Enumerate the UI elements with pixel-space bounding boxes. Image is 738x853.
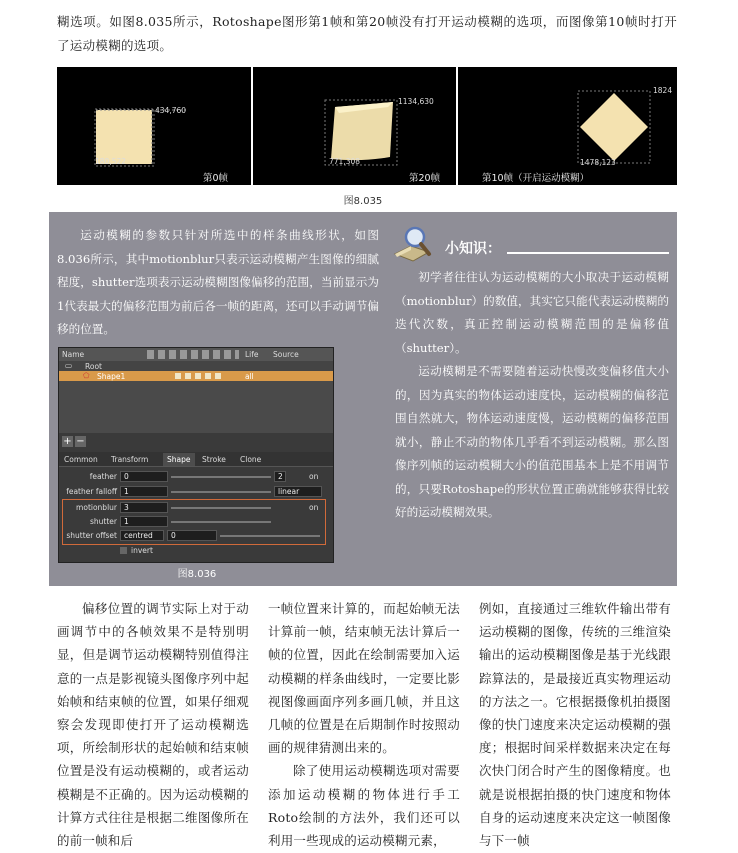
header-name: Name: [62, 350, 85, 359]
shutter-offset-field[interactable]: 0: [167, 530, 217, 541]
tab-common[interactable]: Common: [64, 455, 98, 464]
property-tabs: [59, 452, 333, 467]
frame-10-coord-top: 1824: [653, 86, 673, 95]
shutter-offset-select[interactable]: centred: [120, 530, 164, 541]
tab-shape[interactable]: Shape: [163, 453, 195, 466]
text-column-2: [268, 597, 460, 852]
figure-panel-frame-10: [458, 67, 677, 185]
frame-0-label: 第0帧: [203, 173, 229, 184]
frame-20-label: 第20帧: [409, 173, 441, 184]
header-icons: [147, 350, 239, 359]
gray-sidebar-box: [49, 212, 677, 586]
shape1-swatches: [175, 373, 225, 379]
tab-clone[interactable]: Clone: [240, 455, 262, 464]
frame-0-image: [57, 67, 251, 185]
tip-title: 小知识：: [445, 241, 501, 257]
text-column-3: [479, 597, 671, 852]
shutter-field[interactable]: 1: [120, 516, 168, 527]
shape-icon: ⬠: [83, 371, 90, 380]
motionblur-field[interactable]: 3: [120, 502, 168, 513]
frame-0-coord-bottom: 180,522: [95, 157, 127, 166]
falloff-mode-select[interactable]: linear: [274, 486, 322, 497]
column-2-paragraph-2: 除了使用运动模糊选项对需要添加运动模糊的物体进行手工Roto绘制的方法外，我们还可以利用一些现成的运动模糊元素，: [268, 763, 460, 849]
shutter-slider[interactable]: [171, 521, 271, 523]
figure-panel-frame-0: [57, 67, 251, 185]
frame-10-coord-bottom: 1478,123: [580, 158, 616, 167]
tip-paragraph-1: 初学者往往认为运动模糊的大小取决于运动模糊（motionblur）的数值，其实它只能代表运动模糊的迭代次数，真正控制运动模糊范围的是偏移值（shutter）。: [395, 270, 669, 355]
layer-list-empty: [59, 381, 333, 433]
column-2-paragraph-1: 一帧位置来计算的，而起始帧无法计算前一帧，结束帧无法计算后一帧的位置，因此在绘制需要加入运动模糊的样条曲线时，一定要比影视图像画面序列多画几帧，并且这几帧的位置是在后期制作时按照动画的规律猜测出来的。: [268, 601, 460, 756]
frame-20-coord-bottom: 771,308: [329, 157, 361, 166]
feather-label: feather: [89, 472, 117, 481]
falloff-label: feather falloff: [66, 487, 117, 496]
add-layer-button[interactable]: +: [63, 436, 72, 447]
layer-list-header: [59, 348, 333, 361]
motionblur-label: motionblur: [76, 503, 117, 512]
frame-10-image: [458, 67, 677, 185]
figure-caption-835: 图8.035: [343, 196, 383, 207]
frame-10-label: 第10帧（开启运动模糊）: [482, 173, 590, 184]
shape1-life: all: [245, 372, 254, 381]
shutter-offset-slider[interactable]: [220, 535, 320, 537]
header-source: Source: [273, 350, 299, 359]
motionblur-on-toggle[interactable]: on: [309, 503, 319, 512]
root-label: Root: [85, 362, 102, 371]
text-column-1: [57, 597, 249, 852]
magnifier-book-icon: [391, 224, 435, 264]
remove-layer-button[interactable]: −: [76, 436, 85, 447]
invert-checkbox[interactable]: [120, 547, 127, 554]
falloff-field[interactable]: 1: [120, 486, 168, 497]
shutter-offset-label: shutter offset: [66, 531, 117, 540]
invert-label: invert: [131, 546, 153, 555]
figure-panel-frame-20: [253, 67, 456, 185]
rotoshape-panel-screenshot: [58, 347, 334, 563]
header-life: Life: [245, 350, 259, 359]
tab-transform[interactable]: Transform: [111, 455, 149, 464]
folder-icon: ▭: [65, 361, 73, 370]
tab-stroke[interactable]: Stroke: [202, 455, 226, 464]
falloff-slider[interactable]: [171, 491, 271, 493]
gray-box-paragraph: 运动模糊的参数只针对所选中的样条曲线形状，如图8.036所示，其中motionblur只表示运动模糊产生图像的细腻程度，shutter选项表示运动模糊图像偏移的范围，当前显示为1代表最大的偏移范围为前后各一帧的距离，还可以手动调节偏移的位置。: [57, 228, 379, 336]
feather-slider[interactable]: [171, 476, 271, 478]
tip-title-underline: [507, 252, 669, 254]
column-3-paragraph: 例如，直接通过三维软件输出带有运动模糊的图像，传统的三维渲染输出的运动模糊图像是基于光线跟踪算法的，是最接近真实物理运动的方法之一。它根据摄像机拍摄图像的快门速度来决定运动模糊的强度；根据时间采样数据来决定在每次快门闭合时产生的图像精度。也就是说根据拍摄的快门速度和物体自身的运动速度来决定这一帧图像与下一帧: [479, 601, 671, 849]
figure-caption-836: 图8.036: [177, 569, 217, 580]
feather-field[interactable]: 0: [120, 471, 168, 482]
shape1-label: Shape1: [97, 372, 126, 381]
motionblur-slider[interactable]: [171, 507, 271, 509]
feather-count-field[interactable]: 2: [274, 471, 286, 482]
frame-20-coord-top: 1134,630: [398, 97, 434, 106]
feather-on-toggle[interactable]: on: [309, 472, 319, 481]
frame-0-coord-top: 434,760: [155, 106, 187, 115]
column-1-paragraph: 偏移位置的调节实际上对于动画调节中的各帧效果不是特别明显，但是调节运动模糊特别值得注意的一点是影视镜头图像序列中起始帧和结束帧的位置，如果仔细观察会发现即使打开了运动模糊选项，所绘制形状的起始帧和结束帧位置是没有运动模糊的，或者运动模糊是不正确的。因为运动模糊的计算方式往往是根据二维图像所在的前一帧和后: [57, 601, 249, 849]
frame-20-image: [253, 67, 456, 185]
layer-row-root[interactable]: [59, 361, 333, 371]
shutter-label: shutter: [90, 517, 117, 526]
layer-row-shape1[interactable]: [59, 371, 333, 381]
tip-paragraph-2: 运动模糊是不需要随着运动快慢改变偏移值大小的，因为真实的物体运动速度快，运动模糊的偏移范围自然就大，物体运动速度慢，运动模糊的偏移范围就小，静止不动的物体几乎看不到运动模糊。那么图像序列帧的运动模糊大小的值范围基本上是不用调节的，只要Rotoshape的形状位置正确就能够获得比较好的运动模糊效果。: [395, 364, 669, 519]
intro-paragraph: 糊选项。如图8.035所示，Rotoshape图形第1帧和第20帧没有打开运动模糊的选项，而图像第10帧时打开了运动模糊的选项。: [57, 14, 677, 53]
